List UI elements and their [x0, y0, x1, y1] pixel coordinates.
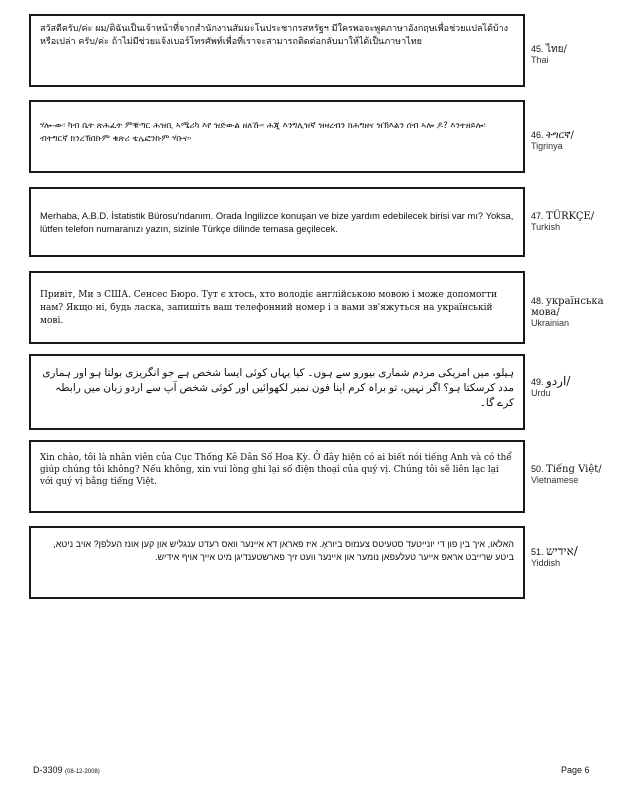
form-date: (08-12-2008): [65, 769, 100, 775]
form-number: D-3309: [33, 765, 63, 775]
yiddish-label: [531, 546, 626, 569]
language-english-name: Tigrinya: [531, 141, 563, 151]
urdu-label: [531, 376, 626, 399]
language-english-name: Yiddish: [531, 558, 561, 568]
ukrainian-label: [531, 296, 626, 329]
page-number: Page 6: [561, 765, 590, 775]
language-english-name: Ukrainian: [531, 318, 570, 328]
item-number: 49.: [531, 377, 544, 387]
item-number: 50.: [531, 464, 544, 474]
language-native-name: Tiếng Việt/: [546, 464, 602, 475]
ukrainian-message: Привіт, Ми з США. Сенсес Бюро. Тут є хтось, хто володіє англійською мовою і може допомогти нам? Якщо ні, будь ласка, запишіть ваш телефонний номер і з вами зв'яжуться на українській мові.: [29, 271, 525, 344]
tigrinya-message: ሃሎ-ው፡ ካብ ቤት ጽሕፈት ምቑጣር ሕዝቢ ኣሜሪካ እየ ዝድውል ዘለኹ። ሕጂ እንግሊዝኛ ዝዛረብን ክሕግዘና ዝኽእልን ሰብ ኣሎ ዶ? እንተዘይሎ፡ ብትግርኛ ክንረኽበኩም ቁጽሪ ቴሌፎንኩም ሃቡና።: [29, 100, 525, 173]
language-native-name: ትግርኛ/: [546, 130, 574, 141]
thai-message: สวัสดีครับ/ค่ะ ผม/ดิฉันเป็นเจ้าหน้าที่จากสำนักงานสัมมะโนประชากรสหรัฐฯ มีใครพอจะพูดภาษาอังกฤษเพื่อช่วยแปลได้บ้างหรือเปล่า ครับ/ค่ะ ถ้าไม่มีช่วยแจ้งเบอร์โทรศัพท์เพื่อที่เราจะสามารถติดต่อกลับมาให้ได้เป็นภาษาไทย: [29, 14, 525, 87]
item-number: 46.: [531, 130, 544, 140]
item-number: 45.: [531, 44, 544, 54]
language-native-name: українська мова/: [531, 296, 604, 318]
form-code: [33, 765, 100, 775]
language-native-name: TÜRKÇE/: [546, 211, 595, 222]
vietnamese-message: Xin chào, tôi là nhân viên của Cục Thống Kê Dân Số Hoa Kỳ. Ở đây hiện có ai biết nói tiếng Anh và có thể giúp chúng tôi không? Nếu không, xin vui lòng ghi lại số điện thoại của quý vị. Chúng tôi sẽ liên lạc lại với quý vị bằng tiếng Việt.: [29, 440, 525, 513]
item-number: 47.: [531, 211, 544, 221]
urdu-message: ہیلو، میں امریکی مردم شماری بیورو سے ہوں۔ کیا یہاں کوئی ایسا شخص ہے جو انگریزی بولتا ہو اور ہماری مدد کرسکتا ہو؟ اگر نہیں، تو براہ کرم اپنا فون نمبر لکھوائیں اور کوئی شخص آپ سے اردو زبان میں رابطہ کرے گا۔: [29, 354, 525, 430]
language-native-name: ไทย/: [546, 44, 567, 55]
turkish-message: Merhaba, A.B.D. İstatistik Bürosu'ndanım. Orada İngilizce konuşan ve bize yardım edebilecek birisi var mı? Yoksa, lütfen telefon numaranızı yazın, sizinle Türkçe dilinde temasa geçilecek.: [29, 187, 525, 257]
yiddish-message: האלאו, איך בין פון די יונייטעד סטעיטס צענזוס ביוראָ. איז פאראן דא איינער וואס רעדט ענגליש און קען אונז העלפן? אויב ניטא, ביטע שרייבט אראפ אייער טעלעפאן נומער און איינער וועט זיך פארשטענדיגן מיט אייך אויף אידיש.: [29, 526, 525, 599]
turkish-label: [531, 211, 626, 233]
language-native-name: אידיש/: [546, 544, 578, 558]
language-english-name: Thai: [531, 55, 549, 65]
language-english-name: Urdu: [531, 388, 551, 398]
vietnamese-label: [531, 464, 626, 486]
thai-label: [531, 44, 626, 66]
language-native-name: اردو/: [546, 374, 571, 388]
language-english-name: Vietnamese: [531, 475, 579, 485]
language-english-name: Turkish: [531, 222, 561, 232]
tigrinya-label: [531, 130, 626, 152]
item-number: 51.: [531, 547, 544, 557]
item-number: 48.: [531, 296, 544, 306]
